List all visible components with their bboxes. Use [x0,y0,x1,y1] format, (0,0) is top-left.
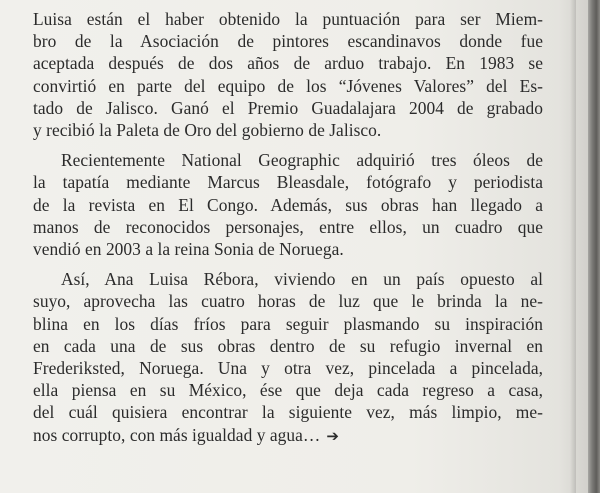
text-line: blina en los días fríos para seguir plasmando su inspiración [33,313,543,334]
paragraph-3 [33,268,543,447]
text-line: Así, Ana Luisa Rébora, viviendo en un país opuesto al [61,269,543,290]
text-line: ella piensa en su México, ése que deja cada regreso a casa, [33,380,543,401]
paragraph-1 [33,8,543,141]
text-line: y recibió la Paleta de Oro del gobierno de Jalisco. [33,120,382,141]
text-line: suyo, aprovecha las cuatro horas de luz que le brinda la ne- [33,291,543,312]
text-line: bro de la Asociación de pintores escandinavos donde fue [33,31,543,52]
text-line: del cuál quisiera encontrar la siguiente vez, más limpio, me- [33,402,543,423]
text-line: aceptada después de dos años de arduo trabajo. En 1983 se [33,53,543,74]
text-line: Recientemente National Geographic adquirió tres óleos de [61,150,543,171]
text-line: de la revista en El Congo. Además, sus obras han llegado a [33,194,543,215]
text-line-final [33,424,543,447]
page-text [33,8,543,455]
text-line: la tapatía mediante Marcus Bleasdale, fotógrafo y periodista [33,172,543,193]
text-line: tado de Jalisco. Ganó el Premio Guadalajara 2004 de grabado [33,97,543,118]
text-line: Frederiksted, Noruega. Una y otra vez, pincelada a pincelada, [33,358,543,379]
text-line: vendió en 2003 a la reina Sonia de Noruega. [33,239,344,260]
book-binding-edge [588,0,600,493]
text-line: manos de reconocidos personajes, entre ellos, un cuadro que [33,216,543,237]
text-line: en cada una de sus obras dentro de su refugio invernal en [33,335,543,356]
text-line: Luisa están el haber obtenido la puntuación para ser Miem- [33,9,543,29]
continue-arrow-icon: ➔ [326,426,339,445]
final-line-text: nos corrupto, con más igualdad y agua… [33,424,321,445]
text-line: convirtió en parte del equipo de los “Jóvenes Valores” del Es- [33,75,543,96]
page-edge-shadow [570,0,576,493]
paragraph-2 [33,149,543,260]
